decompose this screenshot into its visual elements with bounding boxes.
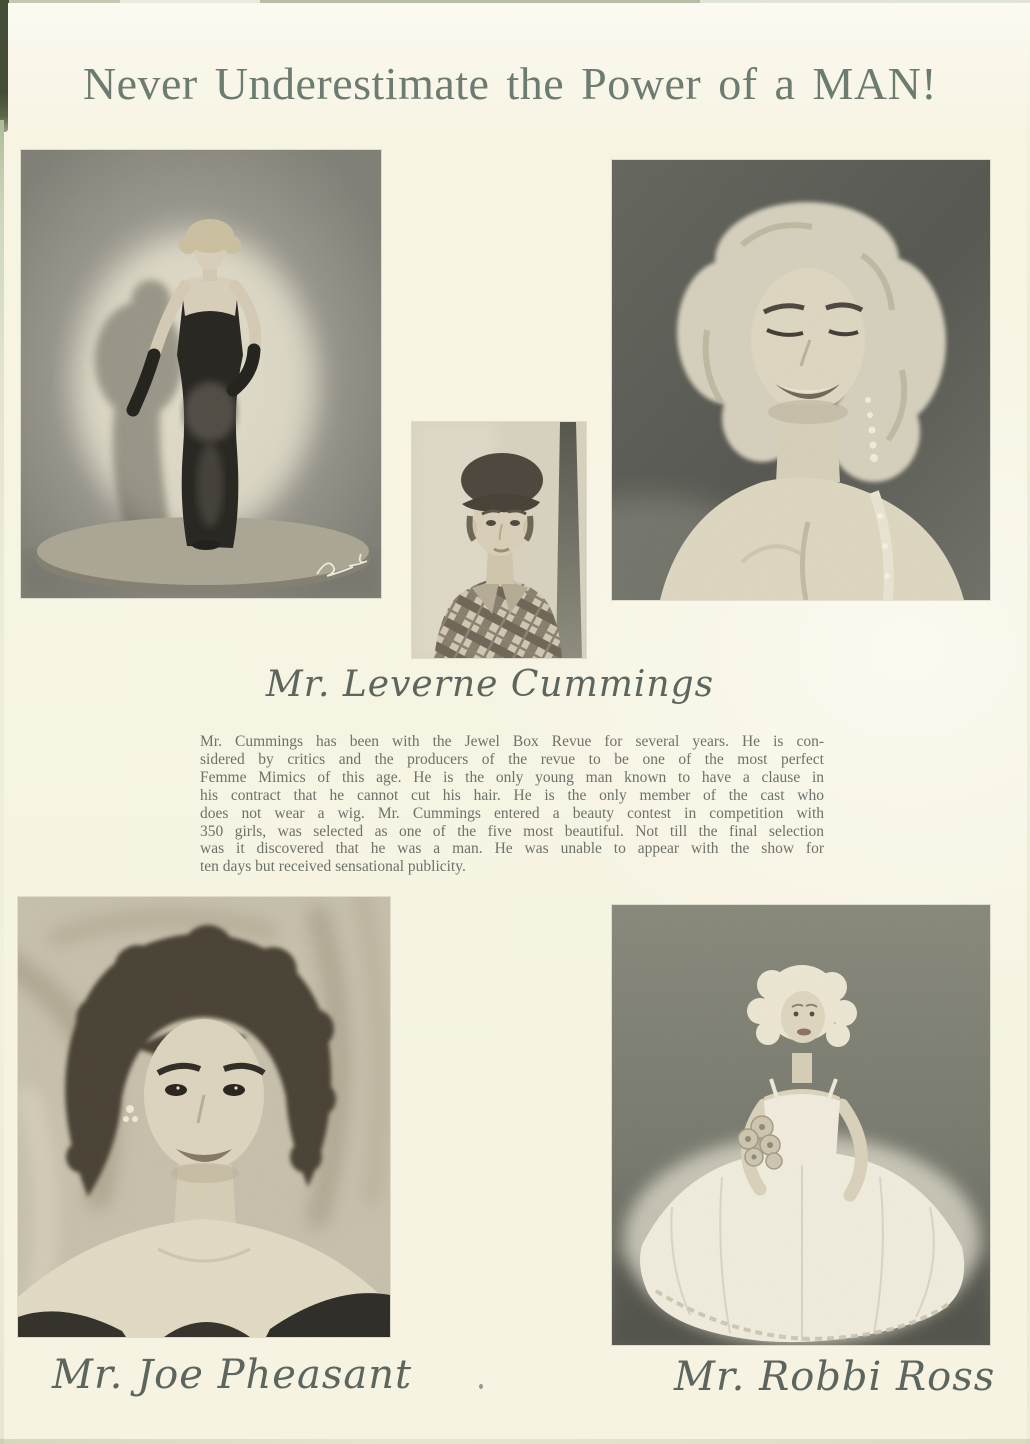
bio-line: ten days but received sensational publicity. [200,858,466,876]
photo-dark-haired-portrait [18,897,390,1337]
ink-speck [479,1384,483,1389]
photo-cummings-image [412,422,586,658]
page-title: Never Underestimate the Power of a MAN! [82,58,938,109]
caption-joe-pheasant: Mr. Joe Pheasant [52,1352,413,1398]
bio-line: does not wear a wig. Mr. Cummings entered a beauty contest in competition with [200,804,824,822]
photo-dark-haired-image [18,897,390,1337]
bio-line: Mr. Cummings has been with the Jewel Box Revue for several years. He is con- [200,733,824,750]
photo-blonde-glamour-headshot [612,160,990,600]
photo-standing-gown-portrait [21,150,381,598]
scan-edge-top [0,0,1030,3]
photo-ballgown-image [612,905,990,1345]
photo-white-ballgown-portrait [612,905,990,1345]
cummings-bio-paragraph [200,733,824,876]
scan-edge-bottom [0,1439,1030,1444]
scan-edge-left-line [0,120,4,1444]
photo-standing-gown-image [21,150,381,598]
bio-line: 350 girls, was selected as one of the five most beautiful. Not till the final selection [200,822,824,840]
photo-leverne-cummings-portrait [412,422,586,658]
bio-line: his contract that he cannot cut his hair. He is the only member of the cast who [200,786,824,804]
bio-line: Femme Mimics of this age. He is the only young man known to have a clause in [200,768,824,786]
photo-blonde-headshot-image [612,160,990,600]
caption-robbi-ross: Mr. Robbi Ross [674,1354,996,1400]
bio-line: was it discovered that he was a man. He was unable to appear with the show for [200,840,824,858]
caption-leverne-cummings: Mr. Leverne Cummings [265,664,715,705]
bio-line: sidered by critics and the producers of the revue to be one of the most perfect [200,750,824,768]
